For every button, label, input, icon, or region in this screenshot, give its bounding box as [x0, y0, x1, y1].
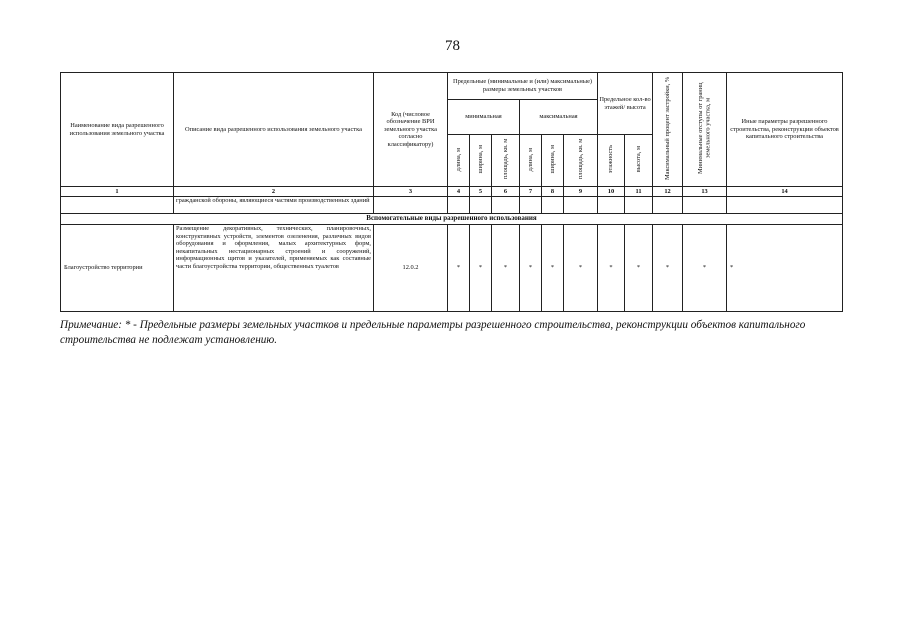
header-max-width: [542, 135, 564, 187]
row-value: *: [625, 225, 653, 312]
row-value: *: [492, 225, 520, 312]
empty-cell: [653, 197, 683, 214]
col-number: 13: [683, 187, 727, 197]
continuation-row: [61, 197, 843, 214]
header-floors-height: Предельное кол-во этажей/ высота: [598, 73, 653, 135]
header-min-setbacks-text: Минимальные отступы от границ земельного участка, м: [696, 82, 712, 174]
empty-cell: [727, 197, 843, 214]
col-number: 9: [564, 187, 598, 197]
row-value: *: [448, 225, 470, 312]
col-number: 8: [542, 187, 564, 197]
empty-cell: [625, 197, 653, 214]
header-height: [625, 135, 653, 187]
col-number: 10: [598, 187, 625, 197]
empty-cell: [683, 197, 727, 214]
section-row: [61, 214, 843, 225]
header-min-width-text: ширина, м: [476, 144, 484, 174]
empty-cell: [520, 197, 542, 214]
header-min-length: [448, 135, 470, 187]
header-floor-count-text: этажность: [607, 145, 615, 174]
col-number: 12: [653, 187, 683, 197]
header-max-width-text: ширина, м: [548, 144, 556, 174]
section-title: Вспомогательные виды разрешенного использования: [61, 214, 843, 225]
col-number: 6: [492, 187, 520, 197]
col-number: 7: [520, 187, 542, 197]
row-use-description: Размещение декоративных, технических, планировочных, конструктивных устройств, элементов озеленения, различных видов оборудования и оформления, малых архитектурных форм, некапитальных нестационарных строений и сооружений, информационных щитов и указателей, применяемых как составные части благоустройства территории, общественных туалетов: [174, 225, 374, 312]
empty-cell: [542, 197, 564, 214]
empty-cell: [492, 197, 520, 214]
header-max-coverage: [653, 73, 683, 187]
header-max-area-text: площадь, кв. м: [576, 139, 584, 180]
header-max-coverage-text: Максимальный процент застройки, %: [663, 76, 671, 180]
header-min-area-text: площадь, кв. м: [501, 139, 509, 180]
column-number-row: [61, 187, 843, 197]
col-number: 2: [174, 187, 374, 197]
page-number: 78: [445, 38, 460, 54]
row-value: *: [683, 225, 727, 312]
row-value: *: [542, 225, 564, 312]
header-description: Описание вида разрешенного использования земельного участка: [174, 73, 374, 187]
header-name: Наименование вида разрешенного использования земельного участка: [61, 73, 174, 187]
col-number: 3: [374, 187, 448, 197]
row-value: *: [653, 225, 683, 312]
header-minimum: минимальная: [448, 100, 520, 135]
empty-cell: [470, 197, 492, 214]
table-note: Примечание: * - Предельные размеры земельных участков и предельные параметры разрешенного строительства, реконструкции объектов капитального строительства не подлежат установлению.: [60, 319, 806, 346]
continuation-description: гражданской обороны, являющиеся частями производственных зданий: [174, 197, 374, 214]
row-value: *: [470, 225, 492, 312]
table-row: [61, 225, 843, 312]
header-max-length-text: длина, м: [526, 147, 534, 171]
header-code: Код (числовое обозначение ВРИ земельного участка согласно классификатору): [374, 73, 448, 187]
col-number: 14: [727, 187, 843, 197]
header-plot-sizes: Предельные (минимальные и (или) максимальные) размеры земельных участков: [448, 73, 598, 100]
row-value: *: [598, 225, 625, 312]
row-value: *: [520, 225, 542, 312]
empty-cell: [564, 197, 598, 214]
col-number: 11: [625, 187, 653, 197]
row-value: *: [564, 225, 598, 312]
zoning-table: [60, 72, 843, 312]
row-use-code: 12.0.2: [374, 225, 448, 312]
header-min-area: [492, 135, 520, 187]
col-number: 5: [470, 187, 492, 197]
col-number: 1: [61, 187, 174, 197]
header-min-setbacks: [683, 73, 727, 187]
col-number: 4: [448, 187, 470, 197]
empty-cell: [448, 197, 470, 214]
empty-cell: [598, 197, 625, 214]
header-min-width: [470, 135, 492, 187]
header-max-area: [564, 135, 598, 187]
empty-cell: [374, 197, 448, 214]
row-use-name: Благоустройство территории: [61, 225, 174, 312]
header-max-length: [520, 135, 542, 187]
header-min-length-text: длина, м: [454, 147, 462, 171]
header-other-params: Иные параметры разрешенного строительства, реконструкции объектов капитального строительства: [727, 73, 843, 187]
header-floor-count: [598, 135, 625, 187]
header-row-1: [61, 73, 843, 100]
header-maximum: максимальная: [520, 100, 598, 135]
continuation-name: [61, 197, 174, 214]
row-value: *: [727, 225, 843, 312]
header-height-text: высота, м: [634, 146, 642, 173]
